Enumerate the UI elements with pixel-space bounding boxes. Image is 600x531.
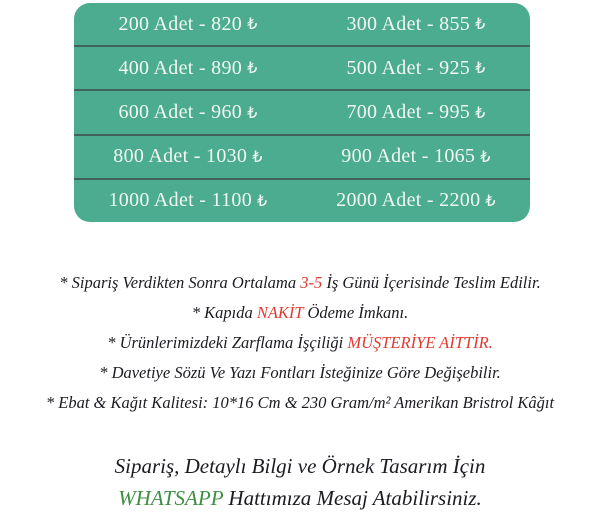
pricing-cell-right <box>302 47 530 89</box>
lira-symbol: ₺ <box>247 102 258 122</box>
pricing-cell-left <box>74 136 302 178</box>
price-label: 1000 Adet - 1100 <box>108 189 252 212</box>
price-label: 700 Adet - 995 <box>346 101 471 123</box>
note-payment: * Kapıda NAKİT Ödeme İmkanı. <box>191 303 409 322</box>
lira-symbol: ₺ <box>475 58 486 78</box>
pricing-cell-left <box>74 3 302 45</box>
pricing-table <box>74 3 530 222</box>
lira-symbol: ₺ <box>247 14 258 34</box>
lira-symbol: ₺ <box>257 190 268 210</box>
price-label: 500 Adet - 925 <box>346 56 471 79</box>
highlight-delivery-days: 3-5 <box>300 273 323 292</box>
cta-line1: Sipariş, Detaylı Bilgi ve Örnek Tasarım İçin <box>114 454 486 478</box>
note-paper: * Ebat & Kağıt Kalitesi: 10*16 Cm & 230 Gram/m² Amerikan Bristrol Kâğıt <box>45 393 555 412</box>
pricing-cell-right <box>302 3 530 45</box>
pricing-cell-left <box>74 180 302 222</box>
pricing-cell-right <box>302 180 530 222</box>
lira-symbol: ₺ <box>475 14 486 34</box>
note-fonts: * Davetiye Sözü Ve Yazı Fontları İsteğinize Göre Değişebilir. <box>99 363 501 382</box>
pricing-row <box>74 134 530 178</box>
cta-line2: WHATSAPP Hattımıza Mesaj Atabilirsiniz. <box>118 486 482 510</box>
footer-cta <box>0 450 600 514</box>
highlight-cash: NAKİT <box>256 303 304 322</box>
pricing-cell-right <box>302 136 530 178</box>
note-envelope: * Ürünlerimizdeki Zarflama İşçiliği MÜŞTERİYE AİTTİR. <box>107 333 493 352</box>
price-label: 300 Adet - 855 <box>346 12 471 35</box>
pricing-cell-left <box>74 91 302 133</box>
notes-section <box>0 268 600 418</box>
highlight-whatsapp: WHATSAPP <box>118 486 224 510</box>
lira-symbol: ₺ <box>485 190 496 210</box>
price-label: 400 Adet - 890 <box>118 56 243 79</box>
pricing-row <box>74 89 530 133</box>
price-label: 200 Adet - 820 <box>118 12 243 35</box>
pricing-row <box>74 3 530 45</box>
price-label: 800 Adet - 1030 <box>113 145 248 168</box>
lira-symbol: ₺ <box>247 58 258 78</box>
highlight-customer: MÜŞTERİYE AİTTİR. <box>347 333 493 352</box>
note-delivery: * Sipariş Verdikten Sonra Ortalama 3-5 İş Günü İçerisinde Teslim Edilir. <box>59 273 541 292</box>
price-label: 2000 Adet - 2200 <box>336 189 481 212</box>
lira-symbol: ₺ <box>475 102 486 122</box>
pricing-row <box>74 178 530 222</box>
pricing-cell-left <box>74 47 302 89</box>
lira-symbol: ₺ <box>480 146 491 166</box>
price-label: 900 Adet - 1065 <box>341 145 476 168</box>
lira-symbol: ₺ <box>252 146 263 166</box>
pricing-cell-right <box>302 91 530 133</box>
pricing-row <box>74 45 530 89</box>
price-label: 600 Adet - 960 <box>118 101 243 123</box>
